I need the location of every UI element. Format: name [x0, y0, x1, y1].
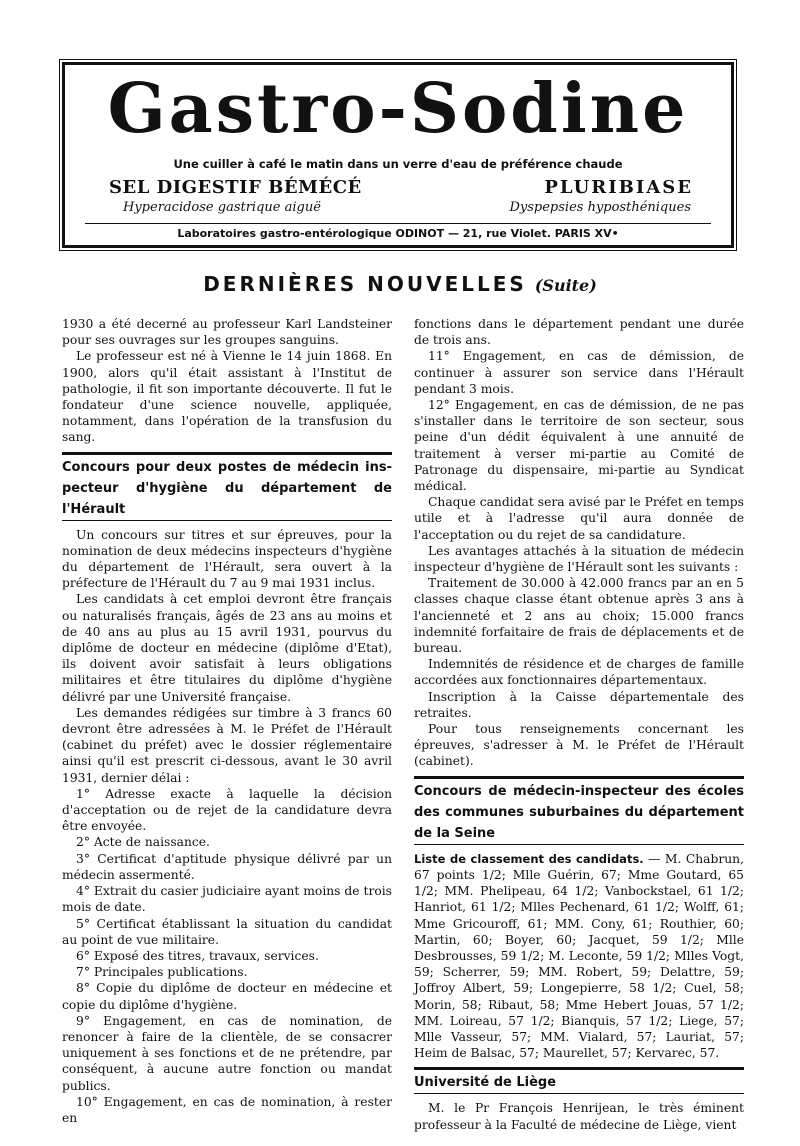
product-left-name: SEL DIGESTIF BÉMÉCÉ — [109, 177, 362, 198]
heading-line: des communes suburbaines du département de la Seine — [414, 804, 744, 841]
heading-line: pecteur d'hygiène du département de — [62, 480, 392, 496]
paragraph: 1930 a été decerné au professeur Karl Landsteiner pour ses ouvrages sur les groupes sanguins. — [62, 317, 392, 348]
right-column — [414, 316, 744, 1133]
list-item: 2° Acte de naissance. — [76, 835, 210, 850]
product-right-name: PLURIBIASE — [544, 177, 693, 198]
paragraph: Les avantages attachés à la situation de médecin inspecteur d'hygiène de l'Hérault sont les suivants : — [414, 543, 744, 575]
paragraph: fonctions dans le département pendant une durée de trois ans. — [414, 317, 744, 348]
list-item: 12° Engagement, en cas de démission, de ne pas s'installer dans le territoire de son secteur, sous peine d'un dédit équivalent à une annuité de traitement à verser mi-partie au Comité de Patronage du dispensaire, mi-partie au Syndicat médical. — [414, 398, 744, 494]
heading-line: Concours de médecin-inspecteur des écoles — [414, 783, 744, 799]
list-item: 7° Principales publications. — [76, 965, 248, 980]
list-title: Liste de classement des candidats. — [414, 851, 644, 866]
list-item: 11° Engagement, en cas de démission, de continuer à assurer son service dans l'Hérault pendant 3 mois. — [414, 349, 744, 396]
list-item: 9° Engagement, en cas de nomination, de renoncer à faire de la clientèle, de se consacrer uniquement à ses fonctions et de ne prétendre, par conséquent, à aucune autre fonction ou mandat publics. — [62, 1013, 392, 1093]
ad-tagline: Une cuiller à café le matin dans un verre d'eau de préférence chaude — [173, 157, 623, 171]
section-suite: (Suite) — [534, 276, 597, 295]
product-left-indication: Hyperacidose gastrique aiguë — [123, 200, 321, 215]
product-right-indication: Dyspepsies hyposthéniques — [509, 200, 691, 215]
candidate-list: — M. Chabrun, 67 points 1/2; Mlle Guérin, 67; Mme Goutard, 65 1/2; MM. Phelipeau, 64 1/2; Vanbockstael, 61 1/2; Hanriot, 61 1/2; Mlles Pechenard, 61 1/2; Wolff, 61; Mme Gricouroff, 61; MM. Cony, 61; Routhier, 60; Martin, 60; Boyer, 60; Jacquet, 59 1/2; Mlle Desbrousses, 59 1/2; M. Leconte, 59 1/2; Mlles Vogt, 59; Scherrer, 59; MM. Robert, 59; Delattre, 59; Joffroy Albert, 59; Longepierre, 58 1/2; Cuel, 58; Morin, 58; Ribaut, 58; Mme Hebert Jouas, 57 1/2; MM. Loireau, 57 1/2; Bianquis, 57 1/2; Liege, 57; Mlle Vasseur, 57; MM. Vialard, 57; Lauriat, 57; Heim de Balsac, 57; Maurellet, 57; Kervarec, 57. — [414, 851, 744, 1061]
section-heading — [0, 272, 800, 296]
brand-logo-text: Gastro-Sodine — [107, 69, 689, 149]
paragraph: Les candidats à cet emploi devront être français ou naturalisés français, âgés de 23 ans au moins et de 40 ans au plus au 15 avril 1931, pourvus du diplôme de docteur en médecine (diplôme d'Etat), ils doivent avoir satisfait à leurs obligations militaires et être titulaires du diplôme d'hygiène délivré par une Université française. — [62, 592, 392, 704]
list-item: 10° Engagement, en cas de nomination, à rester en — [62, 1094, 392, 1125]
article-heading-herault — [62, 452, 392, 521]
list-item: 5° Certificat établissant la situation du candidat au point de vue militaire. — [62, 916, 392, 947]
list-item: 4° Extrait du casier judiciaire ayant moins de trois mois de date. — [62, 884, 392, 915]
ad-divider — [85, 223, 711, 224]
list-item: 6° Exposé des titres, travaux, services. — [76, 948, 319, 963]
heading-line: Université de Liège — [414, 1075, 557, 1091]
article-heading-seine — [414, 776, 744, 845]
list-item: 1° Adresse exacte à laquelle la décision d'acceptation ou de rejet de la candidature devra être envoyée. — [62, 786, 392, 834]
paragraph: Indemnités de résidence et de charges de famille accordées aux fonctionnaires départementaux. — [414, 657, 744, 688]
paragraph: Les demandes rédigées sur timbre à 3 francs 60 devront être adressées à M. le Préfet de l'Hérault (cabinet du préfet) avec le dossier réglementaire ainsi qu'il est prescrit ci-dessous, avant le 30 avril 1931, dernier délai : — [62, 705, 392, 785]
heading-line: Concours pour deux postes de médecin ins- — [62, 459, 392, 475]
article-heading-liege — [414, 1067, 744, 1094]
paragraph: Pour tous renseignements concernant les épreuves, s'adresser à M. le Préfet de l'Hérault (cabinet). — [414, 722, 744, 769]
paragraph: Inscription à la Caisse départementale des retraites. — [414, 689, 744, 720]
list-item: 3° Certificat d'aptitude physique délivré par un médecin assermenté. — [62, 851, 392, 882]
list-item: 8° Copie du diplôme de docteur en médecine et copie du diplôme d'hygiène. — [62, 981, 392, 1012]
laboratory-address: Laboratoires gastro-entérologique ODINOT — 21, rue Violet. PARIS XV• — [177, 227, 619, 240]
section-title: DERNIÈRES NOUVELLES — [203, 272, 527, 296]
paragraph — [414, 851, 744, 1062]
paragraph: Le professeur est né à Vienne le 14 juin 1868. En 1900, alors qu'il était assistant à l'Institut de pathologie, il fit son importante découverte. Il fut le fondateur d'une science nouvelle, appliquée, notamment, dans l'opération de la transfusion du sang. — [62, 349, 392, 445]
paragraph: Traitement de 30.000 à 42.000 francs par an en 5 classes chaque classe étant obtenue après 3 ans à l'ancienneté et 2 ans au choix; 15.000 francs indemnité forfaitaire de frais de déplacements et de bureau. — [414, 576, 744, 656]
heading-line: l'Hérault — [62, 501, 126, 517]
left-column — [62, 316, 392, 1126]
advertisement-box — [62, 62, 734, 248]
paragraph: Chaque candidat sera avisé par le Préfet en temps utile et à l'adresse qu'il aura donnée de l'acceptation ou du rejet de sa candidature. — [414, 495, 744, 542]
paragraph: M. le Pr François Henrijean, le très éminent professeur à la Faculté de médecine de Liège, vient — [414, 1101, 744, 1132]
paragraph: Un concours sur titres et sur épreuves, pour la nomination de deux médecins inspecteurs d'hygiène du département de l'Hérault, sera ouvert à la préfecture de l'Hérault du 7 au 9 mai 1931 inclus. — [62, 527, 392, 591]
